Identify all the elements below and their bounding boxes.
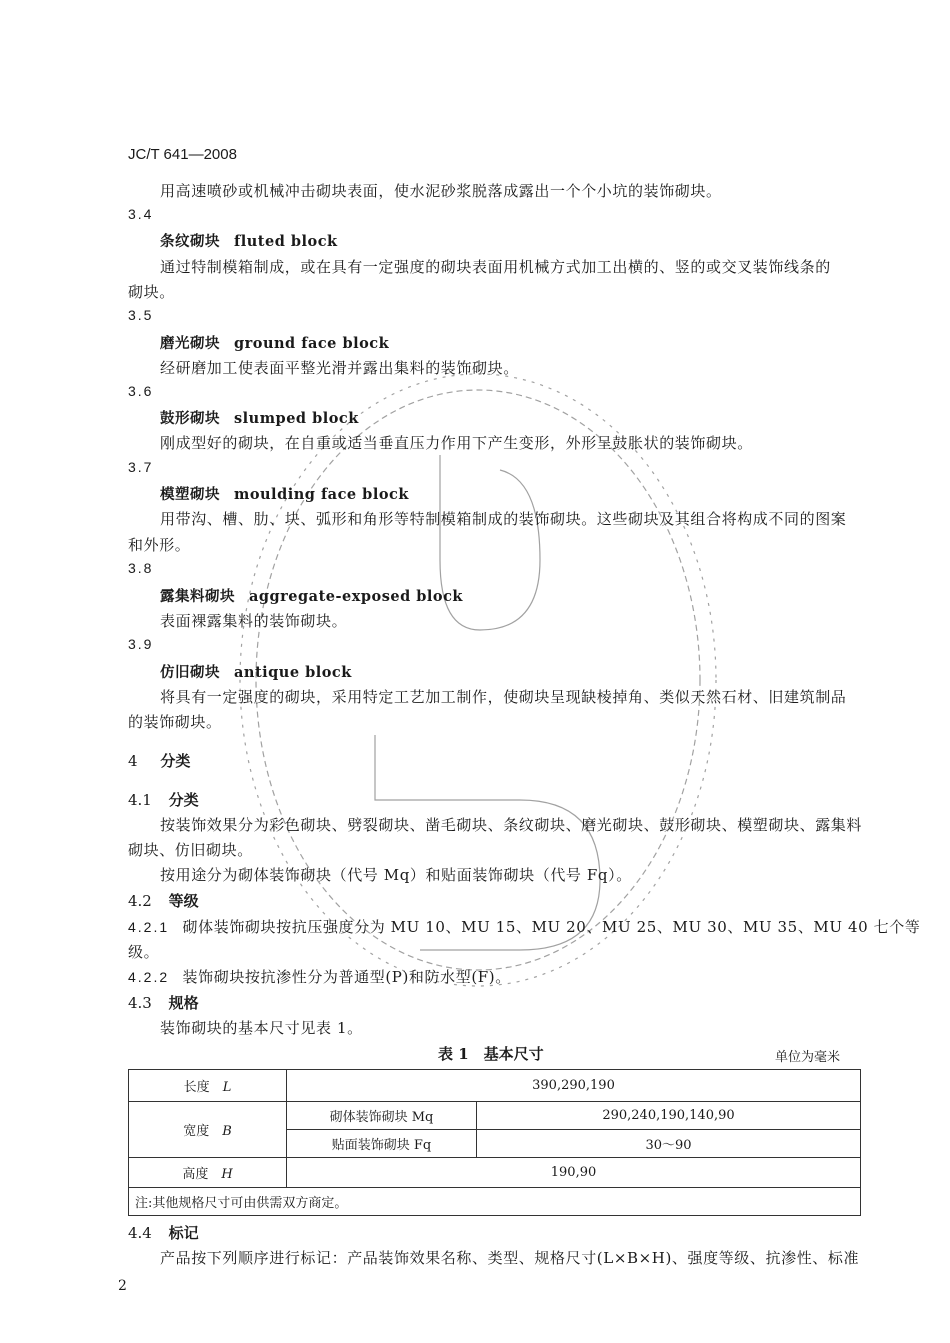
term-cn: 模塑砌块: [160, 486, 220, 503]
term-title: [160, 230, 338, 251]
paragraph: 产品按下列顺序进行标记：产品装饰效果名称、类型、规格尺寸(L×B×H)、强度等级、抗渗性、标准: [160, 1249, 860, 1267]
standard-id: JC/T 641—2008: [128, 146, 237, 163]
term-number: 3.5: [128, 307, 154, 323]
subsection-number: 4.4: [128, 1224, 152, 1242]
term-definition: 砌块。: [128, 283, 175, 301]
table-row: [129, 1070, 861, 1102]
term-cn: 露集料砌块: [160, 588, 235, 605]
term-number: 3.6: [128, 383, 154, 399]
term-definition: 经研磨加工使表面平整光滑并露出集料的装饰砌块。: [160, 359, 519, 377]
table-cell: 30～90: [477, 1130, 861, 1158]
clause-number: 4.2.1: [128, 919, 170, 935]
term-cn: 鼓形砌块: [160, 410, 220, 427]
clause-text: 装饰砌块按抗渗性分为普通型(P)和防水型(F)。: [182, 968, 511, 986]
clause-text: 级。: [128, 943, 160, 961]
term-definition: 的装饰砌块。: [128, 713, 222, 731]
subsection-title: 分类: [168, 791, 199, 809]
term-definition: 用带沟、槽、肋、块、弧形和角形等特制模箱制成的装饰砌块。这些砌块及其组合将构成不同的图案: [160, 510, 847, 528]
term-definition: 刚成型好的砌块，在自重或适当垂直压力作用下产生变形，外形呈鼓胀状的装饰砌块。: [160, 434, 753, 452]
term-en: fluted block: [234, 233, 338, 250]
term-en: slumped block: [234, 410, 359, 427]
paragraph: 装饰砌块的基本尺寸见表 1。: [160, 1019, 363, 1037]
term-cn: 仿旧砌块: [160, 664, 220, 681]
table-note: 注:其他规格尺寸可由供需双方商定。: [129, 1188, 861, 1216]
table-cell: 贴面装饰砌块 Fq: [287, 1130, 477, 1158]
clause-text: 砌体装饰砌块按抗压强度分为 MU 10、MU 15、MU 20、MU 25、MU 30、MU 35、MU 40 七个等: [182, 918, 921, 936]
clause-number: 4.2.2: [128, 969, 170, 985]
term-cn: 条纹砌块: [160, 233, 220, 250]
dimensions-table: [128, 1069, 861, 1216]
subsection-number: 4.1: [128, 791, 152, 809]
table-cell: 长度 L: [129, 1070, 287, 1102]
clause-4-2-2: [128, 966, 511, 987]
term-title: [160, 483, 409, 504]
section-heading: [128, 750, 190, 771]
term-title: [160, 332, 389, 353]
table-row: [129, 1158, 861, 1188]
table-unit: 单位为毫米: [775, 1050, 841, 1065]
section-number: 4: [128, 752, 138, 770]
term-en: antique block: [234, 664, 352, 681]
table-row: [129, 1102, 861, 1130]
subsection-number: 4.3: [128, 994, 152, 1012]
term-number: 3.9: [128, 636, 154, 652]
section-title: 分类: [160, 752, 191, 770]
term-definition: 将具有一定强度的砌块，采用特定工艺加工制作，使砌块呈现缺棱掉角、类似天然石材、旧建筑制品: [160, 688, 847, 706]
term-number: 3.4: [128, 206, 154, 222]
subsection-title: 规格: [168, 994, 199, 1012]
table-cell: 390,290,190: [287, 1070, 861, 1102]
subsection-heading: [128, 890, 199, 911]
subsection-title: 标记: [168, 1224, 199, 1242]
term-en: moulding face block: [234, 486, 409, 503]
term-title: [160, 585, 463, 606]
paragraph: 按装饰效果分为彩色砌块、劈裂砌块、凿毛砌块、条纹砌块、磨光砌块、鼓形砌块、模塑砌块、露集料: [160, 816, 863, 834]
subsection-heading: [128, 992, 199, 1013]
term-title: [160, 661, 352, 682]
table-cell: 高度 H: [129, 1158, 287, 1188]
table-caption: 表 1 基本尺寸: [438, 1045, 544, 1063]
clause-4-2-1: [128, 916, 920, 937]
term-number: 3.8: [128, 560, 154, 576]
term-en: ground face block: [234, 335, 390, 352]
table-row: [129, 1188, 861, 1216]
table-cell: 宽度 B: [129, 1102, 287, 1158]
subsection-heading: [128, 1222, 199, 1243]
subsection-number: 4.2: [128, 892, 152, 910]
term-definition: 通过特制模箱制成，或在具有一定强度的砌块表面用机械方式加工出横的、竖的或交叉装饰线条的: [160, 258, 831, 276]
subsection-heading: [128, 789, 199, 810]
term-cn: 磨光砌块: [160, 335, 220, 352]
paragraph: 砌块、仿旧砌块。: [128, 841, 253, 859]
paragraph: 按用途分为砌体装饰砌块（代号 Mq）和贴面装饰砌块（代号 Fq）。: [160, 866, 632, 884]
term-en: aggregate-exposed block: [249, 588, 463, 605]
term-title: [160, 407, 359, 428]
table-cell: 290,240,190,140,90: [477, 1102, 861, 1130]
term-definition: 表面裸露集料的装饰砌块。: [160, 612, 348, 630]
term-number: 3.7: [128, 459, 154, 475]
term-definition: 和外形。: [128, 536, 191, 554]
page-number: 2: [118, 1278, 127, 1294]
table-cell: 砌体装饰砌块 Mq: [287, 1102, 477, 1130]
subsection-title: 等级: [168, 892, 199, 910]
intro-line: 用高速喷砂或机械冲击砌块表面，使水泥砂浆脱落成露出一个个小坑的装饰砌块。: [160, 182, 722, 200]
table-cell: 190,90: [287, 1158, 861, 1188]
